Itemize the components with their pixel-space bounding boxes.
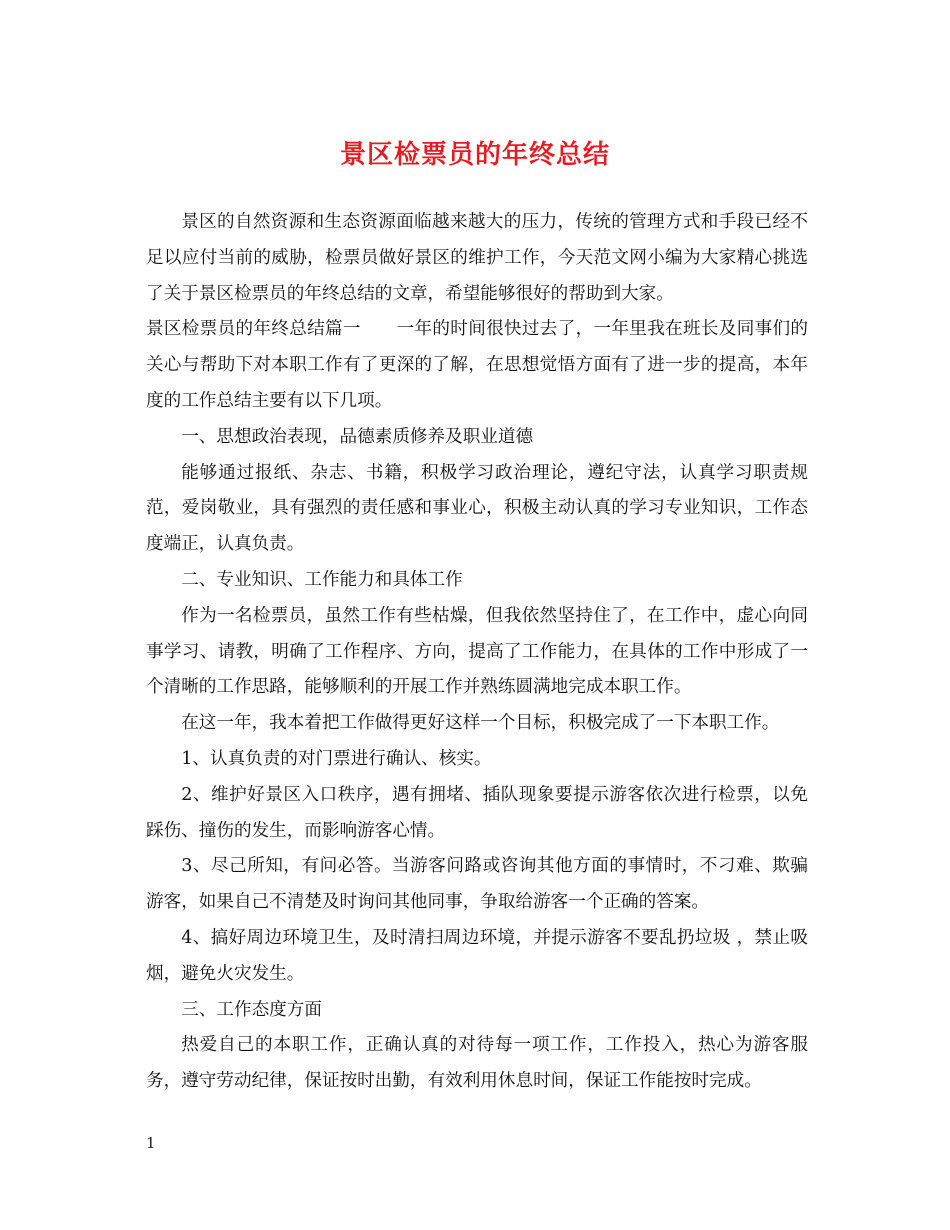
list-item-3: 3、尽己所知，有问必答。当游客问路或咨询其他方面的事情时，不刁难、欺骗游客，如果自己不清楚及时询问其他同事，争取给游客一个正确的答案。 xyxy=(146,856,808,913)
paragraph-section-one: 能够通过报纸、杂志、书籍，积极学习政治理论，遵纪守法，认真学习职责规范，爱岗敬业，具有强烈的责任感和事业心，积极主动认真的学习专业知识，工作态度端正，认真负责。 xyxy=(146,462,808,555)
list-item-1: 1、认真负责的对门票进行确认、核实。 xyxy=(181,748,492,769)
page-number: 1 xyxy=(146,1134,156,1152)
paragraph-year-goal: 在这一年，我本着把工作做得更好这样一个目标，积极完成了一下本职工作。 xyxy=(181,713,780,734)
paragraph-section-two: 作为一名检票员，虽然工作有些枯燥，但我依然坚持住了，在工作中，虚心向同事学习、请教，明确了工作程序、方向，提高了工作能力，在具体的工作中形成了一个清晰的工作思路，能够顺利的开展工作并熟练圆满地完成本职工作。 xyxy=(146,605,808,698)
paragraph-part-one: 景区检票员的年终总结篇一 一年的时间很快过去了，一年里我在班长及同事们的关心与帮助下对本职工作有了更深的了解，在思想觉悟方面有了进一步的提高，本年度的工作总结主要有以下几项。 xyxy=(146,319,808,411)
document-title: 景区检票员的年终总结 xyxy=(339,140,610,170)
paragraph-intro: 景区的自然资源和生态资源面临越来越大的压力，传统的管理方式和手段已经不足以应付当前的威胁，检票员做好景区的维护工作，今天范文网小编为大家精心挑选了关于景区检票员的年终总结的文章，希望能够很好的帮助到大家。 xyxy=(146,212,808,304)
list-item-4: 4、搞好周边环境卫生，及时清扫周边环境，并提示游客不要乱扔垃圾 ，禁止吸烟，避免火灾发生。 xyxy=(146,927,808,984)
heading-section-one: 一、思想政治表现，品德素质修养及职业道德 xyxy=(181,426,534,447)
list-item-2: 2、维护好景区入口秩序，遇有拥堵、插队现象要提示游客依次进行检票，以免踩伤、撞伤的发生，而影响游客心情。 xyxy=(146,784,808,841)
heading-section-three: 三、工作态度方面 xyxy=(181,999,322,1020)
heading-section-two: 二、专业知识、工作能力和具体工作 xyxy=(181,569,463,590)
document-body xyxy=(146,205,808,1100)
paragraph-section-three: 热爱自己的本职工作，正确认真的对待每一项工作，工作投入，热心为游客服务，遵守劳动纪律，保证按时出勤，有效利用休息时间，保证工作能按时完成。 xyxy=(146,1035,808,1092)
